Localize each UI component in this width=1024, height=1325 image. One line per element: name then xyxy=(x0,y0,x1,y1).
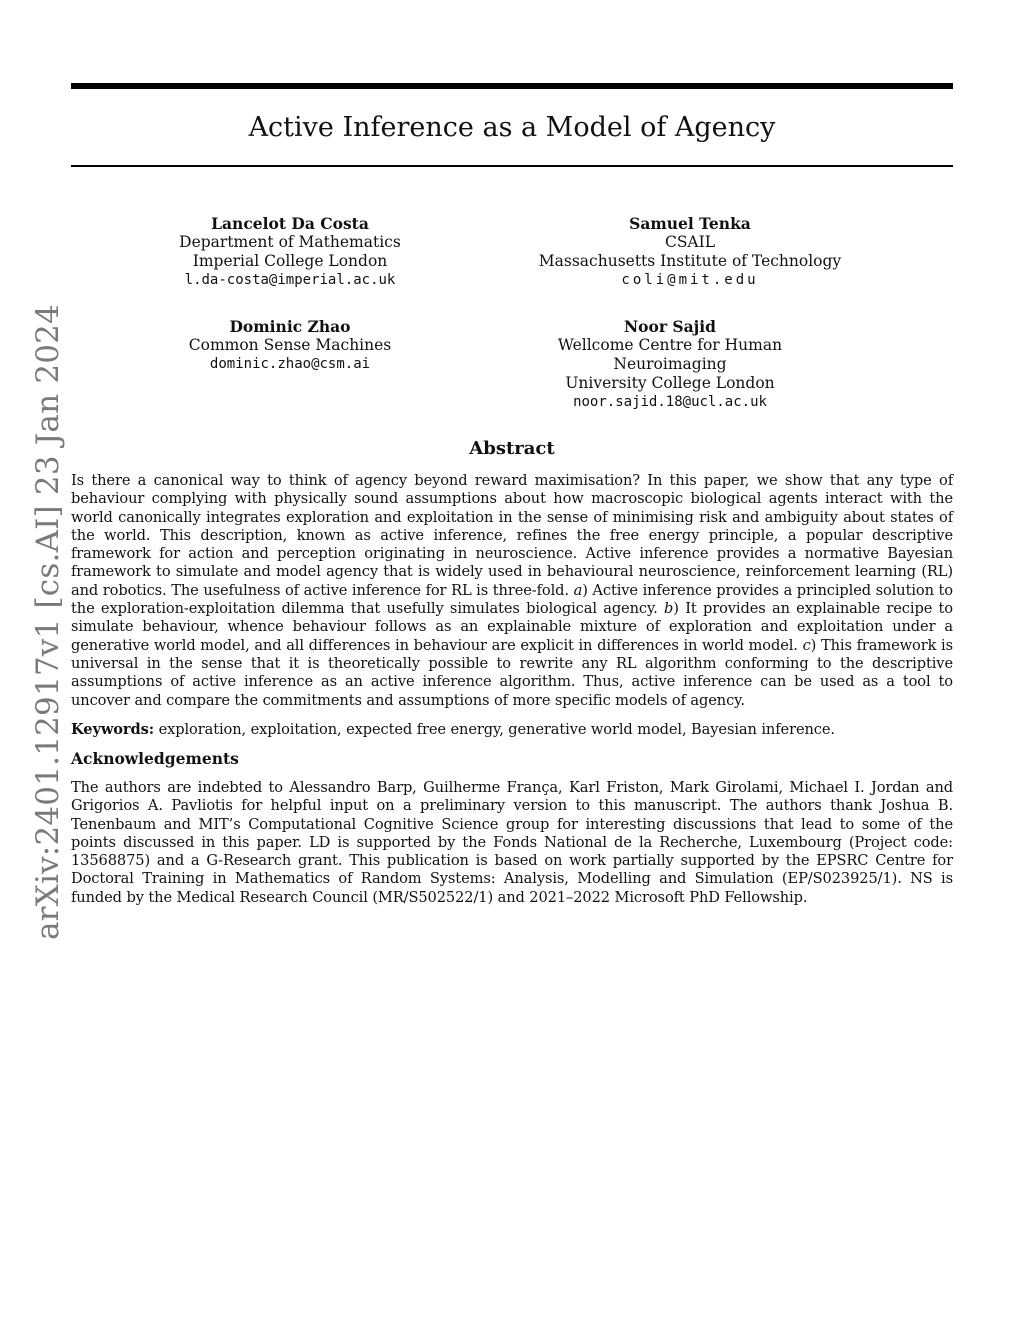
author-affiliation: Wellcome Centre for Human Neuroimaging xyxy=(557,336,783,373)
keywords-label: Keywords: xyxy=(71,721,155,738)
author-name: Lancelot Da Costa xyxy=(211,214,369,233)
author-name: Noor Sajid xyxy=(624,317,716,336)
author-block-4 xyxy=(500,317,840,412)
author-email[interactable]: coli@mit.edu xyxy=(621,272,759,288)
point-c-text: ) This framework is universal in the sense that it is theoretically possible to rewrite any RL algorithm conforming to the descriptive assumptions of active inference as an active inference algorithm. Thus, active inference can be used as a tool to uncover and compare the commitments and assumptions of more specific models of agency. xyxy=(71,636,954,709)
author-affiliation: CSAIL xyxy=(664,233,716,251)
point-a-text: ) Active inference provides a principled solution to the exploration-exploitation dilemma that usefully simulates biological agency. xyxy=(71,581,953,618)
author-affiliation: Imperial College London xyxy=(192,252,388,270)
author-email[interactable]: l.da-costa@imperial.ac.uk xyxy=(184,272,396,288)
acknowledgements-heading: Acknowledgements xyxy=(71,749,239,768)
acknowledgements-text: The authors are indebted to Alessandro Barp, Guilherme França, Karl Friston, Mark Girolami, Michael I. Jordan and Grigorios A. Pavliotis for helpful input on a preliminary version to this manuscript. The authors thank Joshua B. Tenenbaum and MIT’s Computational Cognitive Science group for interesting discussions that lead to some of the points discussed in this paper. LD is supported by the Fonds National de la Recherche, Luxembourg (Project code: 13568875) and a G-Research grant. This publication is based on work partially supported by the EPSRC Centre for Doctoral Training in Mathematics of Random Systems: Analysis, Modelling and Simulation (EP/S023925/1). NS is funded by the Medical Research Council (MR/S502522/1) and 2021–2022 Microsoft PhD Fellowship. xyxy=(71,779,953,906)
point-b-label: b xyxy=(664,600,674,618)
arxiv-stamp: arXiv:2401.12917v1 [cs.AI] 23 Jan 2024 xyxy=(30,303,66,940)
author-email[interactable]: noor.sajid.18@ucl.ac.uk xyxy=(573,394,767,410)
author-email[interactable]: dominic.zhao@csm.ai xyxy=(209,356,371,372)
abstract-intro: Is there a canonical way to think of agency beyond reward maximisation? In this paper, we show that any type of behaviour complying with physically sound assumptions about how macroscopic biological agents interact with the world canonically integrates exploration and exploitation in the sense of minimising risk and ambiguity about states of the world. This description, known as active inference, refines the free energy principle, a popular descriptive framework for action and perception originating in neuroscience. Active inference provides a normative Bayesian framework to simulate and model agency that is widely used in behavioural neuroscience, reinforcement learning (RL) and robotics. The usefulness of active inference for RL is three-fold. xyxy=(71,472,953,599)
author-affiliation: Department of Mathematics xyxy=(179,233,401,251)
abstract-text xyxy=(71,472,953,710)
author-affiliation: University College London xyxy=(565,374,775,392)
keywords-text: exploration, exploitation, expected free energy, generative world model, Bayesian inference. xyxy=(158,721,835,738)
author-block-1 xyxy=(150,214,430,290)
abstract-heading: Abstract xyxy=(469,438,555,459)
point-c-label: c xyxy=(802,636,811,654)
title-rule-top xyxy=(71,83,953,89)
author-block-2 xyxy=(520,214,860,290)
author-affiliation: Massachusetts Institute of Technology xyxy=(538,252,842,270)
paper-title: Active Inference as a Model of Agency xyxy=(248,112,776,143)
point-a-label: a xyxy=(573,581,583,599)
author-name: Dominic Zhao xyxy=(229,317,351,336)
author-affiliation: Common Sense Machines xyxy=(188,336,392,354)
title-rule-bottom xyxy=(71,165,953,167)
author-name: Samuel Tenka xyxy=(629,214,751,233)
keywords xyxy=(71,721,953,739)
author-block-3 xyxy=(150,317,430,374)
point-b-text: ) It provides an explainable recipe to simulate behaviour, whence behaviour follows as an explainable mixture of exploration and exploitation under a generative world model, and all differences in behaviour are explicit in differences in world model. xyxy=(71,600,953,654)
